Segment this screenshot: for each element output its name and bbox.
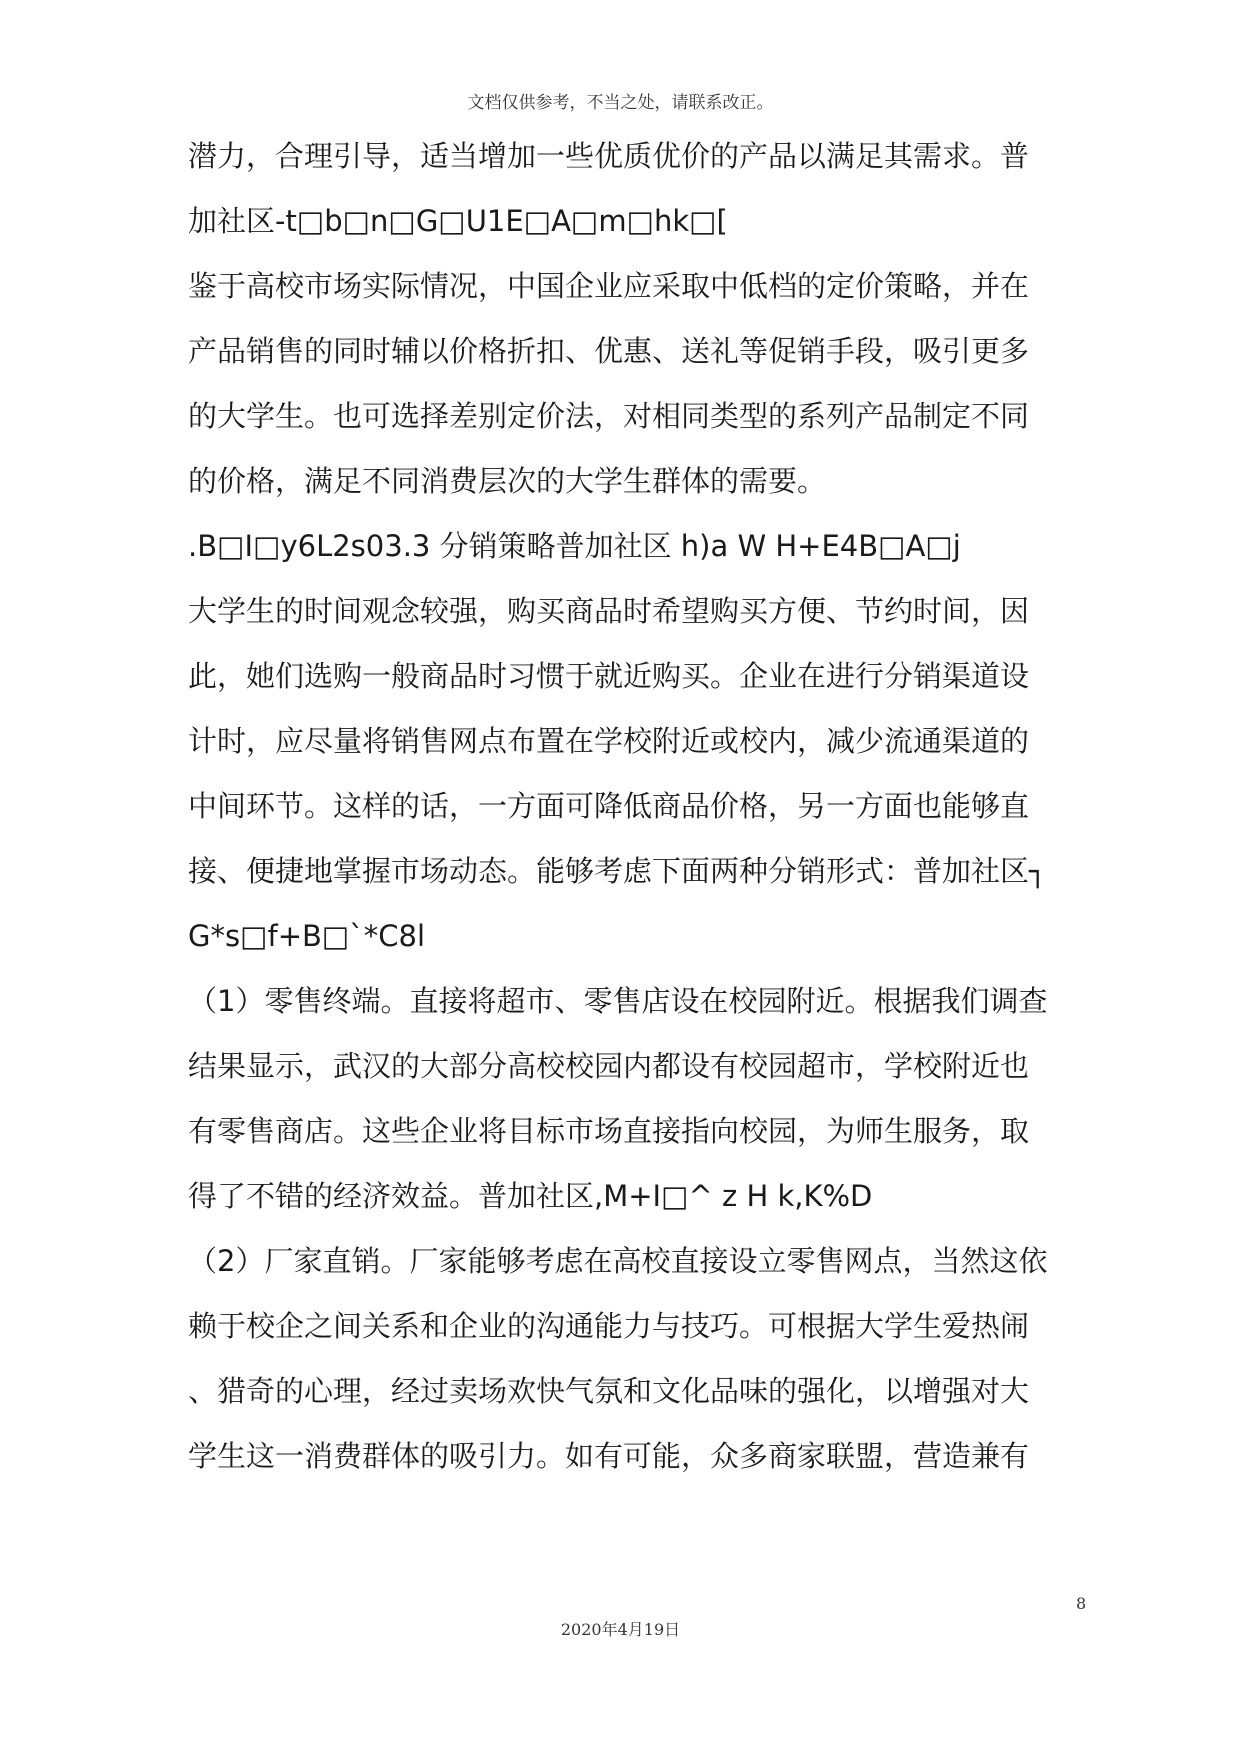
text-line: G*s□f+B□`*C8l — [188, 919, 426, 953]
section-heading-line: .B□I□y6L2s03.3 分销策略普加社区 h)a W H+E4B□A□j — [188, 529, 961, 563]
page-number: 8 — [1076, 1594, 1087, 1613]
text-line: 中间环节。这样的话，一方面可降低商品价格，另一方面也能够直 — [188, 789, 1030, 823]
text-line: 加社区-t□b□n□G□U1E□A□m□hk□[ — [188, 204, 728, 238]
text-line: 大学生的时间观念较强，购买商品时希望购买方便、节约时间，因 — [188, 594, 1030, 628]
page-footer-date: 2020年4月19日 — [560, 1620, 681, 1639]
text-line: 得了不错的经济效益。普加社区,M+I□^ z H k,K%D — [188, 1179, 873, 1213]
text-line: （2）厂家直销。厂家能够考虑在高校直接设立零售网点，当然这依 — [188, 1244, 1048, 1278]
text-line: 鉴于高校市场实际情况，中国企业应采取中低档的定价策略，并在 — [188, 269, 1030, 303]
text-line: 有零售商店。这些企业将目标市场直接指向校园，为师生服务，取 — [188, 1114, 1030, 1148]
text-line: 结果显示，武汉的大部分高校校园内都设有校园超市，学校附近也 — [188, 1049, 1030, 1083]
text-line: 的大学生。也可选择差别定价法，对相同类型的系列产品制定不同 — [188, 399, 1030, 433]
text-line: 产品销售的同时辅以价格折扣、优惠、送礼等促销手段，吸引更多 — [188, 334, 1030, 368]
text-line: 的价格，满足不同消费层次的大学生群体的需要。 — [188, 464, 827, 498]
text-line: 学生这一消费群体的吸引力。如有可能，众多商家联盟，营造兼有 — [188, 1439, 1030, 1473]
text-line: 赖于校企之间关系和企业的沟通能力与技巧。可根据大学生爱热闹 — [188, 1309, 1030, 1343]
text-line: 潜力，合理引导，适当增加一些优质优价的产品以满足其需求。普 — [188, 139, 1030, 173]
text-line: （1）零售终端。直接将超市、零售店设在校园附近。根据我们调查 — [188, 984, 1048, 1018]
text-line: 计时，应尽量将销售网点布置在学校附近或校内，减少流通渠道的 — [188, 724, 1030, 758]
text-line: 接、便捷地掌握市场动态。能够考虑下面两种分销形式：普加社区┐ — [188, 854, 1047, 888]
text-line: 此，她们选购一般商品时习惯于就近购买。企业在进行分销渠道设 — [188, 659, 1030, 693]
text-line: 、猎奇的心理，经过卖场欢快气氛和文化品味的强化，以增强对大 — [188, 1374, 1030, 1408]
page-header-disclaimer: 文档仅供参考，不当之处，请联系改正。 — [467, 93, 774, 113]
document-body — [188, 124, 1078, 1489]
